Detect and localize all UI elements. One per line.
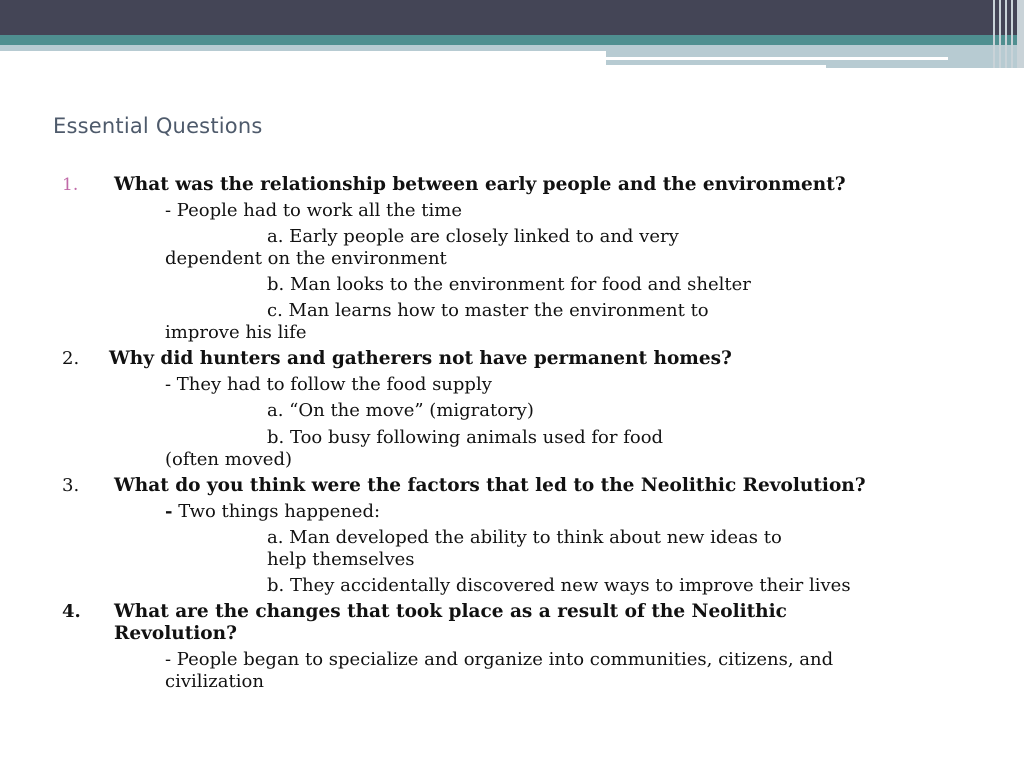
question-text: What was the relationship between early people and the environment? [114,174,846,195]
point-text: a. Early people are closely linked to and very [267,226,679,247]
header-stripe [1017,0,1024,68]
header-light-band-left [0,45,606,51]
question-number: 2. [62,348,80,369]
question-text: Why did hunters and gatherers not have permanent homes? [109,348,732,369]
point-text-continued: (often moved) [165,449,292,470]
point-text: b. Too busy following animals used for food [267,427,664,448]
header-stripe [993,0,995,68]
question-text: What are the changes that took place as a result of the Neolithic [114,601,787,622]
header-accent-line-2 [606,65,826,68]
question-number: 4. [62,601,81,622]
point-text: c. Man learns how to master the environment to [267,300,709,321]
answer-prefix: - [165,501,173,522]
answer-text: - People began to specialize and organize into communities, citizens, and [165,649,834,670]
answer-text: Two things happened: [172,501,381,522]
question-number: 1. [62,175,79,195]
header-dark-band [0,0,1024,35]
header-teal-band [0,35,1024,45]
header-stripe [1011,0,1013,68]
answer-text-continued: civilization [165,671,264,692]
point-text: a. “On the move” (migratory) [267,400,534,421]
point-text-continued: improve his life [165,322,307,343]
slide-title: Essential Questions [53,114,263,138]
question-text: What do you think were the factors that led to the Neolithic Revolution? [114,475,866,496]
question-text-continued: Revolution? [114,623,237,644]
answer-text: - People had to work all the time [165,200,462,221]
point-text: a. Man developed the ability to think about new ideas to [267,527,782,548]
point-text-continued: dependent on the environment [165,248,447,269]
answer-text-line [165,501,380,523]
header-stripe [999,0,1001,68]
header-accent-line [606,57,948,60]
header-stripe [1005,0,1007,68]
point-text-continued: help themselves [267,549,415,570]
question-number: 3. [62,475,80,496]
point-text: b. Man looks to the environment for food and shelter [267,274,751,295]
answer-text: - They had to follow the food supply [165,374,492,395]
point-text: b. They accidentally discovered new ways to improve their lives [267,575,851,596]
